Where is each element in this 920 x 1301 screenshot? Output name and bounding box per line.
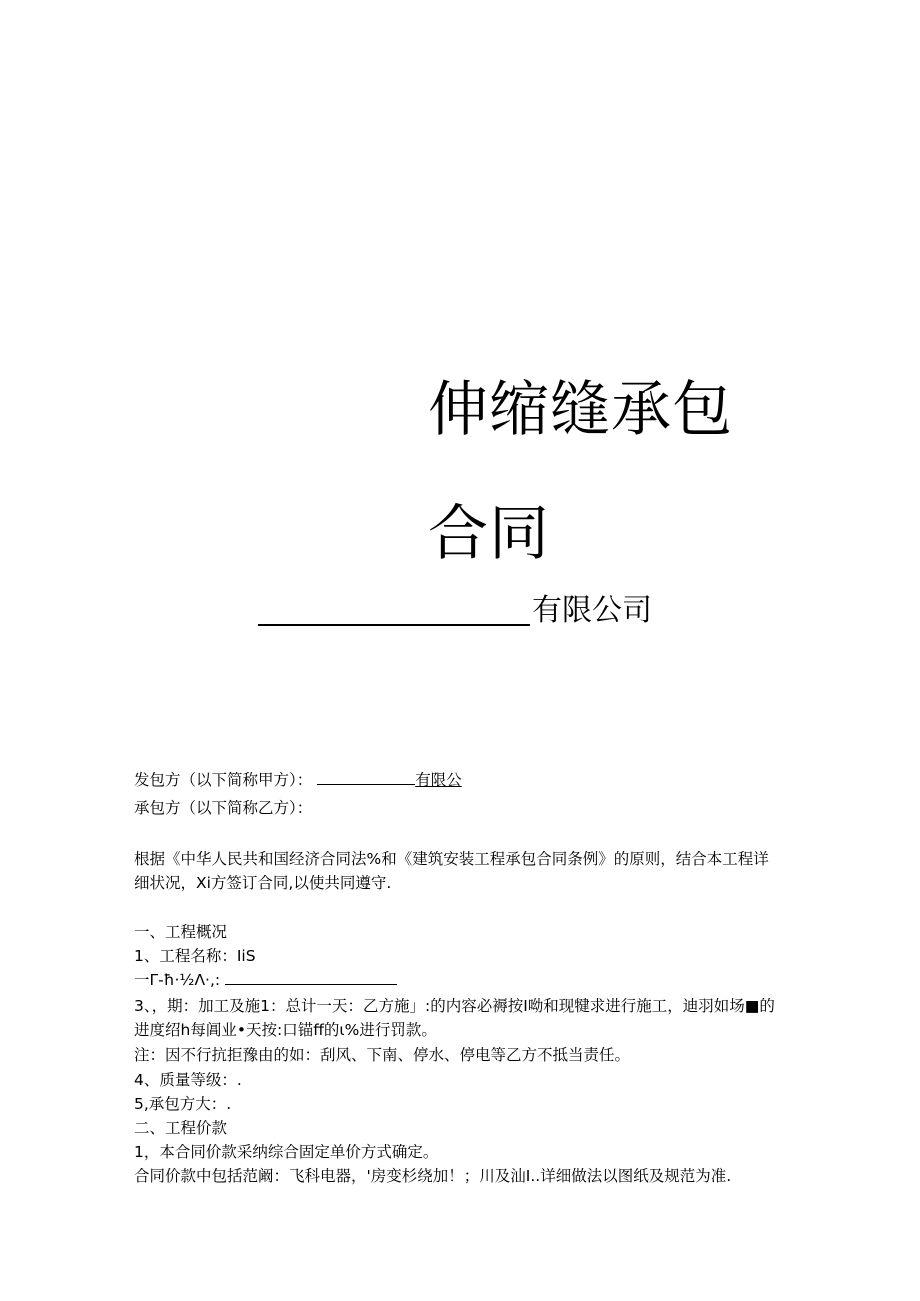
party-a-blank	[317, 770, 415, 785]
preamble-line2: 细状况，Xi方签订合同,以使共同遵守.	[134, 874, 392, 892]
item3-line1: 3、，期：加工及施1：总计一天：乙方施」:的内容必褥按I呦和现犍求进行施工，迪羽如场■的	[134, 997, 775, 1015]
quality-grade-item: 4、质量等级：.	[134, 1071, 242, 1089]
item2-line	[134, 968, 397, 992]
force-majeure-note: 注：因不行抗拒豫由的如：刮风、下南、停水、停电等乙方不抵当责任。	[134, 1046, 631, 1064]
company-name-blank	[258, 594, 530, 626]
section1-heading: 一、工程概况	[134, 923, 228, 941]
contract-mode-item: 5,承包方大：.	[134, 1095, 232, 1113]
item2-blank	[225, 970, 397, 985]
price-scope-item: 合同价款中包括范阚：飞科电器，'房变杉绕加！；川及汕I..详细做法以图纸及规范为准.	[134, 1167, 732, 1185]
contract-title-line2: 合同	[428, 499, 550, 569]
party-a-line	[134, 768, 462, 792]
project-name-item: 1、工程名称：IiS	[134, 947, 256, 965]
company-name-suffix: 有限公司	[532, 593, 652, 628]
party-b-label: 承包方（以下简称乙方）：	[134, 799, 313, 817]
preamble-line1: 根据《中华人民共和国经济合同法%和《建筑安装工程承包合同条例》的原则，结合本工程详	[134, 850, 769, 868]
item3-line2: 进度绍h每阊业•天按:口锚ff的ι%进行罚款。	[134, 1021, 437, 1039]
company-name-line	[258, 594, 652, 626]
section2-heading: 二、工程价款	[134, 1119, 228, 1137]
item2-label: 一Γ-ħ·½Λ·,:	[134, 971, 221, 989]
contract-title-line1: 伸缩缝承包	[428, 375, 733, 445]
party-a-label: 发包方（以下简称甲方）：	[134, 771, 313, 789]
price-method-item: 1，本合同价款采纳综合固定单价方式确定。	[134, 1143, 439, 1161]
party-a-suffix: 有限公	[415, 771, 462, 789]
